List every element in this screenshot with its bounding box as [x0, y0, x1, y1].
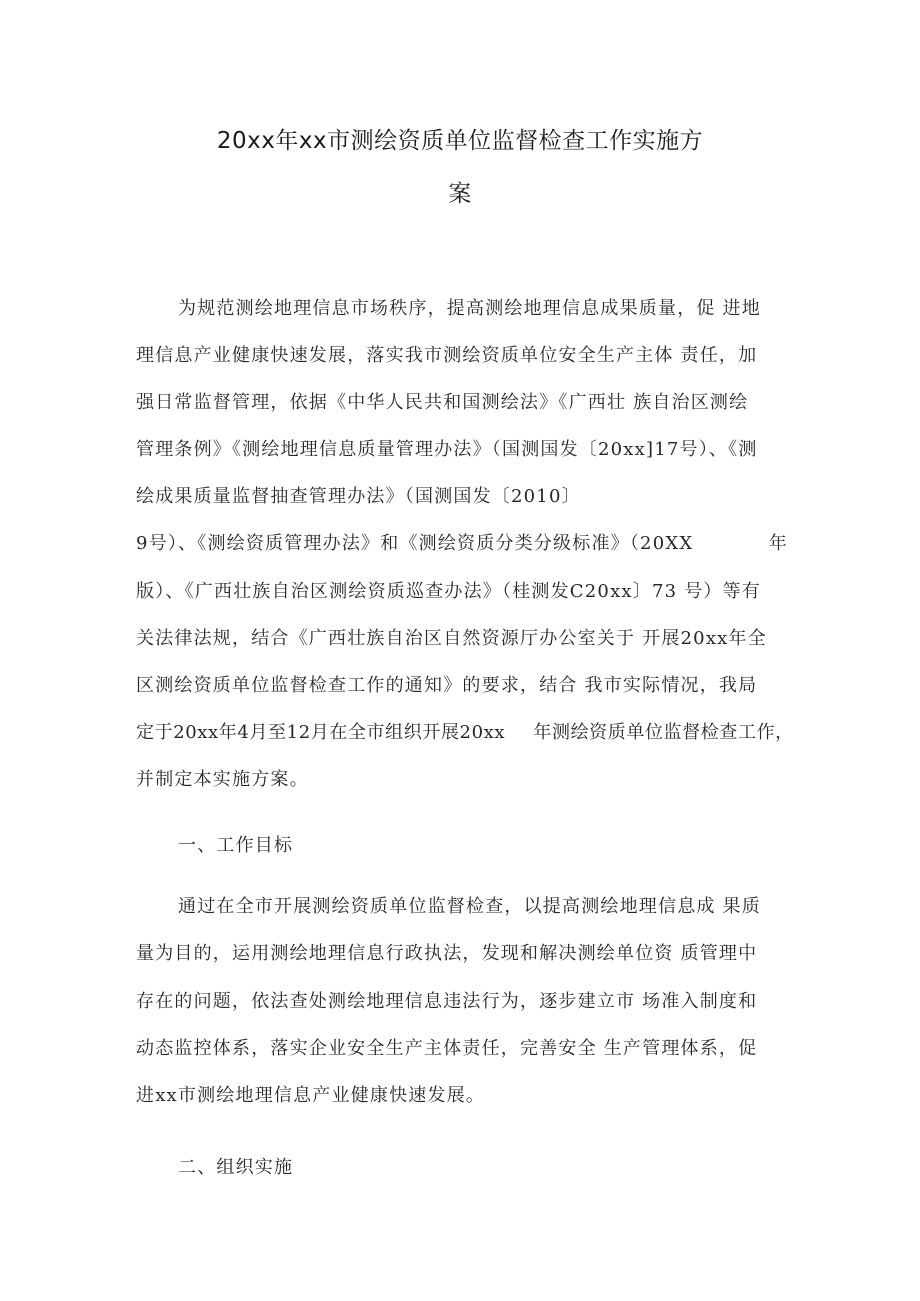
section-heading-goals: 一、工作目标: [178, 835, 294, 856]
paragraph-line-segment: 9号）、《测绘资质管理办法》和《测绘资质分类分级标准》（20XX: [136, 533, 694, 554]
paragraph-line-segment: 定于20xx年4月至12月在全市组织开展20xx: [136, 722, 506, 743]
paragraph-line: 理信息产业健康快速发展，落实我市测绘资质单位安全生产主体 责任，加: [136, 345, 758, 366]
paragraph-line-segment: 年: [768, 533, 788, 554]
paragraph-line: 进xx市测绘地理信息产业健康快速发展。: [136, 1085, 486, 1106]
paragraph-line: 为规范测绘地理信息市场秩序，提高测绘地理信息成果质量，促 进地: [178, 298, 761, 319]
section-heading-organization: 二、组织实施: [178, 1157, 294, 1178]
paragraph-line: 量为目的，运用测绘地理信息行政执法，发现和解决测绘单位资 质管理中: [136, 943, 758, 964]
paragraph-line: 动态监控体系，落实企业安全生产主体责任，完善安全 生产管理体系，促: [136, 1038, 758, 1059]
paragraph-line: 存在的问题，依法查处测绘地理信息违法行为，逐步建立市 场准入制度和: [136, 991, 758, 1012]
paragraph-line: 区测绘资质单位监督检查工作的通知》的要求，结合 我市实际情况，我局: [136, 675, 758, 696]
paragraph-line: [136, 529, 788, 555]
paragraph-line: [136, 718, 794, 744]
paragraph-line: 强日常监督管理，依据《中华人民共和国测绘法》《广西壮 族自治区测绘: [136, 392, 749, 413]
paragraph-line: 并制定本实施方案。: [136, 769, 309, 790]
paragraph-line: 通过在全市开展测绘资质单位监督检查，以提高测绘地理信息成 果质: [178, 896, 761, 917]
title-line-2: 案: [448, 181, 472, 207]
paragraph-line: 绘成果质量监督抽查管理办法》（国测国发〔2010〕: [136, 486, 581, 507]
paragraph-line: 版）、《广西壮族自治区测绘资质巡查办法》（桂测发C20xx〕73 号）等有: [136, 581, 762, 602]
paragraph-line: 关法律法规，结合《广西壮族自治区自然资源厅办公室关于 开展20xx年全: [136, 628, 767, 649]
title-line-1: 20xx年xx市测绘资质单位监督检查工作实施方: [216, 128, 704, 154]
paragraph-line: 管理条例》《测绘地理信息质量管理办法》（国测国发〔20xx]17号）、《测: [136, 439, 758, 460]
paragraph-line-segment: 年测绘资质单位监督检查工作，: [533, 722, 794, 743]
